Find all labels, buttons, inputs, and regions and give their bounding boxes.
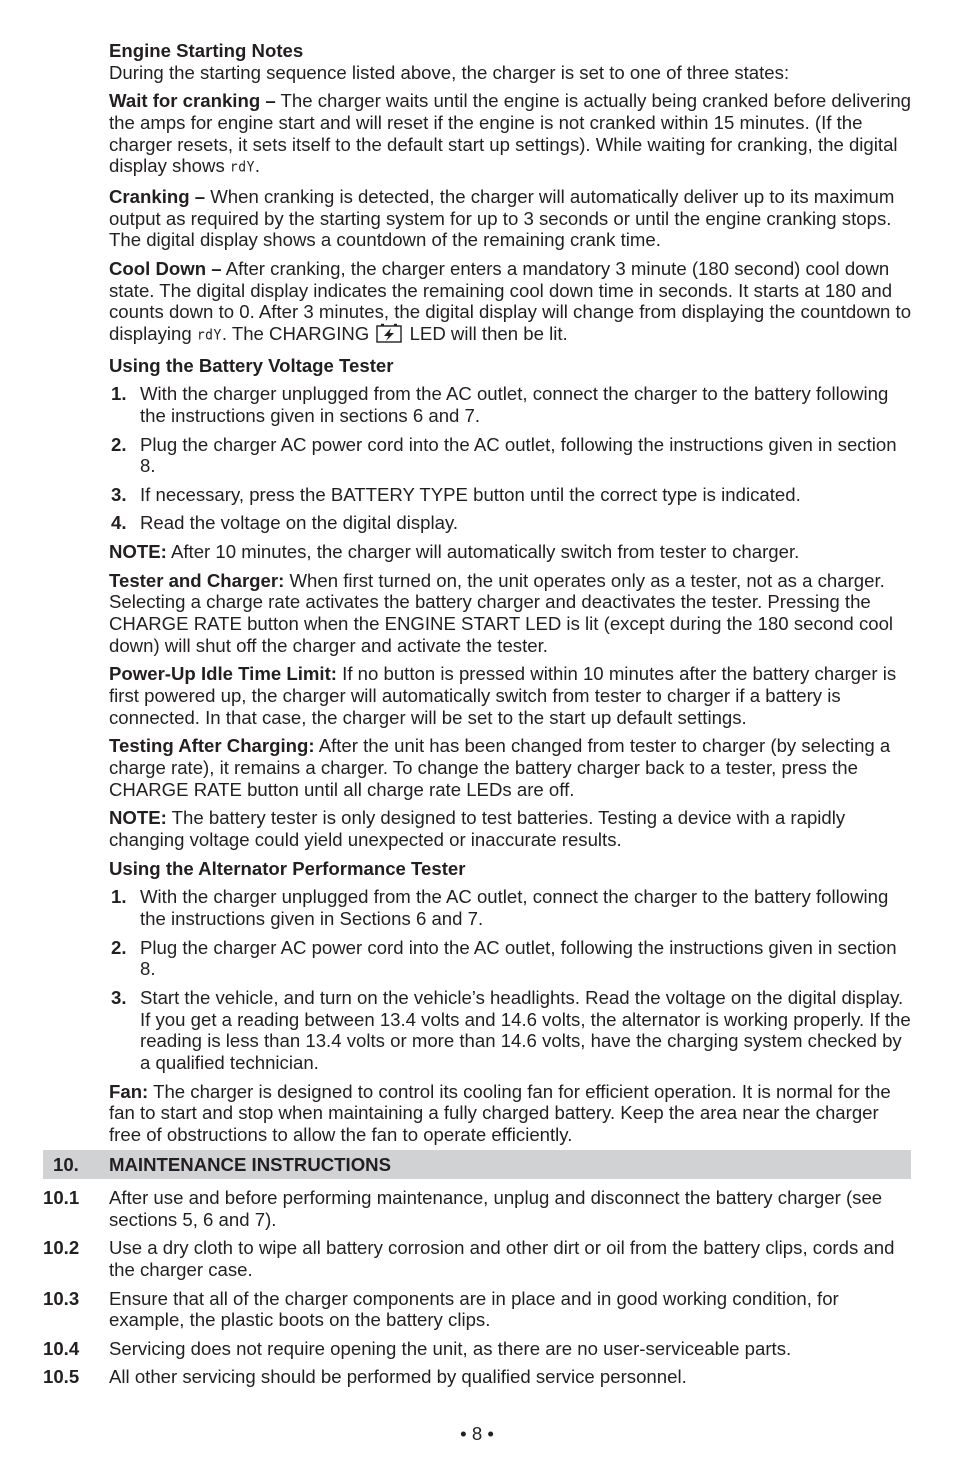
- list-item: [109, 886, 912, 929]
- item-number: 10.3: [43, 1287, 80, 1309]
- cool-down-end: LED will then be lit.: [404, 323, 568, 345]
- testing-after-charging-text: After the unit has been changed from tester to charger (by selecting a charge rate), it remains a charger. To change the battery charger back to a tester, press the CHARGE RATE button until all charge rate LEDs are off.: [109, 735, 891, 800]
- list-item: [109, 937, 912, 980]
- section-header-bar: [43, 1150, 911, 1179]
- cranking-paragraph: [109, 186, 912, 251]
- page-number: • 8 •: [460, 1423, 494, 1444]
- note-paragraph: [109, 541, 912, 563]
- note-text: After 10 minutes, the charger will automatically switch from tester to charger.: [166, 541, 800, 563]
- cranking-label: Cranking –: [109, 186, 206, 207]
- step-number: 2.: [111, 936, 127, 958]
- item-text: Use a dry cloth to wipe all battery corrosion and other dirt or oil from the battery clips, cords and the charger case.: [109, 1237, 895, 1280]
- wait-for-cranking-label: Wait for cranking –: [109, 90, 276, 112]
- list-item: [43, 1288, 911, 1331]
- item-text: Servicing does not require opening the unit, as there are no user-serviceable parts.: [109, 1337, 792, 1359]
- step-text: Read the voltage on the digital display.: [140, 512, 459, 534]
- manual-body: [109, 40, 912, 1153]
- step-number: 3.: [111, 483, 127, 505]
- list-item: [43, 1366, 911, 1388]
- cool-down-text: After cranking, the charger enters a mandatory 3 minute (180 second) cool down state. The digital display indicates the remaining cool down time in seconds. It starts at 180 and counts down to 0. After 3 minutes, the digital display will change from displaying the countdown to displaying: [109, 258, 912, 345]
- section-title: MAINTENANCE INSTRUCTIONS: [109, 1154, 392, 1175]
- testing-after-charging-label: Testing After Charging:: [109, 735, 315, 757]
- engine-notes-heading: Engine Starting Notes: [109, 40, 304, 61]
- step-text: With the charger unplugged from the AC outlet, connect the charger to the battery following the instructions given in sections 6 and 7.: [140, 383, 889, 426]
- list-item: [43, 1187, 911, 1230]
- list-item: [43, 1338, 911, 1360]
- item-text: After use and before performing maintenance, unplug and disconnect the battery charger (see sections 5, 6 and 7).: [109, 1187, 883, 1230]
- list-item: [109, 484, 912, 506]
- item-number: 10.4: [43, 1337, 80, 1359]
- step-text: Start the vehicle, and turn on the vehicle’s headlights. Read the voltage on the digital display. If you get a reading between 13.4 volts and 14.6 volts, the alternator is working properly. If the reading is less than 13.4 volts or more than 14.6 volts, have the charging system checked by a qualified technician.: [140, 986, 911, 1073]
- step-text: Plug the charger AC power cord into the AC outlet, following the instructions given in section 8.: [140, 433, 897, 477]
- wait-for-cranking-end: .: [254, 155, 261, 177]
- maintenance-list: [43, 1187, 911, 1395]
- list-item: [109, 512, 912, 534]
- idle-time-label: Power-Up Idle Time Limit:: [109, 663, 337, 685]
- cool-down-paragraph: [109, 258, 912, 348]
- alternator-tester-steps: [109, 886, 912, 1073]
- cool-down-mid: . The CHARGING: [221, 323, 375, 345]
- step-number: 2.: [111, 433, 127, 455]
- list-item: [43, 1237, 911, 1280]
- list-item: [109, 383, 912, 426]
- step-number: 4.: [111, 512, 127, 534]
- step-text: If necessary, press the BATTERY TYPE button until the correct type is indicated.: [140, 483, 801, 505]
- wait-for-cranking-text: The charger waits until the engine is actually being cranked before delivering the amps for engine start and will reset if the engine is not cranked within 15 minutes. (If the charger resets, it sets itself to the default start up settings). While waiting for cranking, the digital display shows: [109, 90, 912, 177]
- idle-time-paragraph: [109, 663, 912, 728]
- voltage-tester-heading: Using the Battery Voltage Tester: [109, 354, 394, 376]
- tester-and-charger-label: Tester and Charger:: [109, 569, 285, 591]
- cool-down-label: Cool Down –: [109, 258, 222, 279]
- item-number: 10.2: [43, 1237, 80, 1259]
- cranking-text: When cranking is detected, the charger will automatically deliver up to its maximum output as required by the starting system for up to 3 seconds or until the engine cranking stops. The digital display shows a countdown of the remaining crank time.: [109, 186, 895, 251]
- tester-and-charger-paragraph: [109, 570, 912, 657]
- step-text: Plug the charger AC power cord into the AC outlet, following the instructions given in section 8.: [140, 936, 897, 980]
- section-number: 10.: [53, 1154, 79, 1175]
- item-number: 10.5: [43, 1366, 80, 1388]
- alternator-tester-heading: Using the Alternator Performance Tester: [109, 857, 466, 879]
- note-label: NOTE:: [109, 541, 167, 563]
- step-number: 3.: [111, 986, 127, 1008]
- note-label: NOTE:: [109, 807, 167, 829]
- rdy-display-text: rdY: [196, 327, 222, 344]
- note-paragraph: [109, 807, 912, 850]
- idle-time-text: If no button is pressed within 10 minutes after the battery charger is first powered up, the charger will automatically switch from tester to charger if a battery is connected. In that case, the charger will be set to the start up default settings.: [109, 663, 897, 728]
- tester-and-charger-text: When first turned on, the unit operates only as a tester, not as a charger. Selecting a charge rate activates the battery charger and deactivates the tester. Pressing the CHARGE RATE button when the ENGINE START LED is lit (except during the 180 second cool down) will shut off the charger and activate the tester.: [109, 569, 894, 656]
- item-number: 10.1: [43, 1187, 80, 1208]
- item-text: All other servicing should be performed by qualified service personnel.: [109, 1366, 687, 1388]
- fan-text: The charger is designed to control its cooling fan for efficient operation. It is normal for the fan to start and stop when maintaining a fully charged battery. Keep the area near the charger free of obstructions to allow the fan to operate efficiently.: [109, 1080, 891, 1145]
- list-item: [109, 434, 912, 477]
- fan-paragraph: [109, 1081, 912, 1146]
- list-item: [109, 987, 912, 1074]
- fan-label: Fan:: [109, 1080, 149, 1102]
- voltage-tester-steps: [109, 383, 912, 534]
- testing-after-charging-paragraph: [109, 735, 912, 800]
- step-text: With the charger unplugged from the AC outlet, connect the charger to the battery following the instructions given in Sections 6 and 7.: [140, 886, 889, 929]
- wait-for-cranking-paragraph: [109, 90, 912, 179]
- item-text: Ensure that all of the charger components are in place and in good working condition, for example, the plastic boots on the battery clips.: [109, 1287, 839, 1331]
- note-text: The battery tester is only designed to test batteries. Testing a device with a rapidly changing voltage could yield unexpected or inaccurate results.: [109, 807, 846, 851]
- charging-battery-icon: [376, 323, 402, 348]
- rdy-display-text: rdY: [229, 159, 255, 177]
- step-number: 1.: [111, 886, 127, 908]
- step-number: 1.: [111, 383, 127, 405]
- engine-notes-intro: During the starting sequence listed above, the charger is set to one of three states:: [109, 61, 790, 83]
